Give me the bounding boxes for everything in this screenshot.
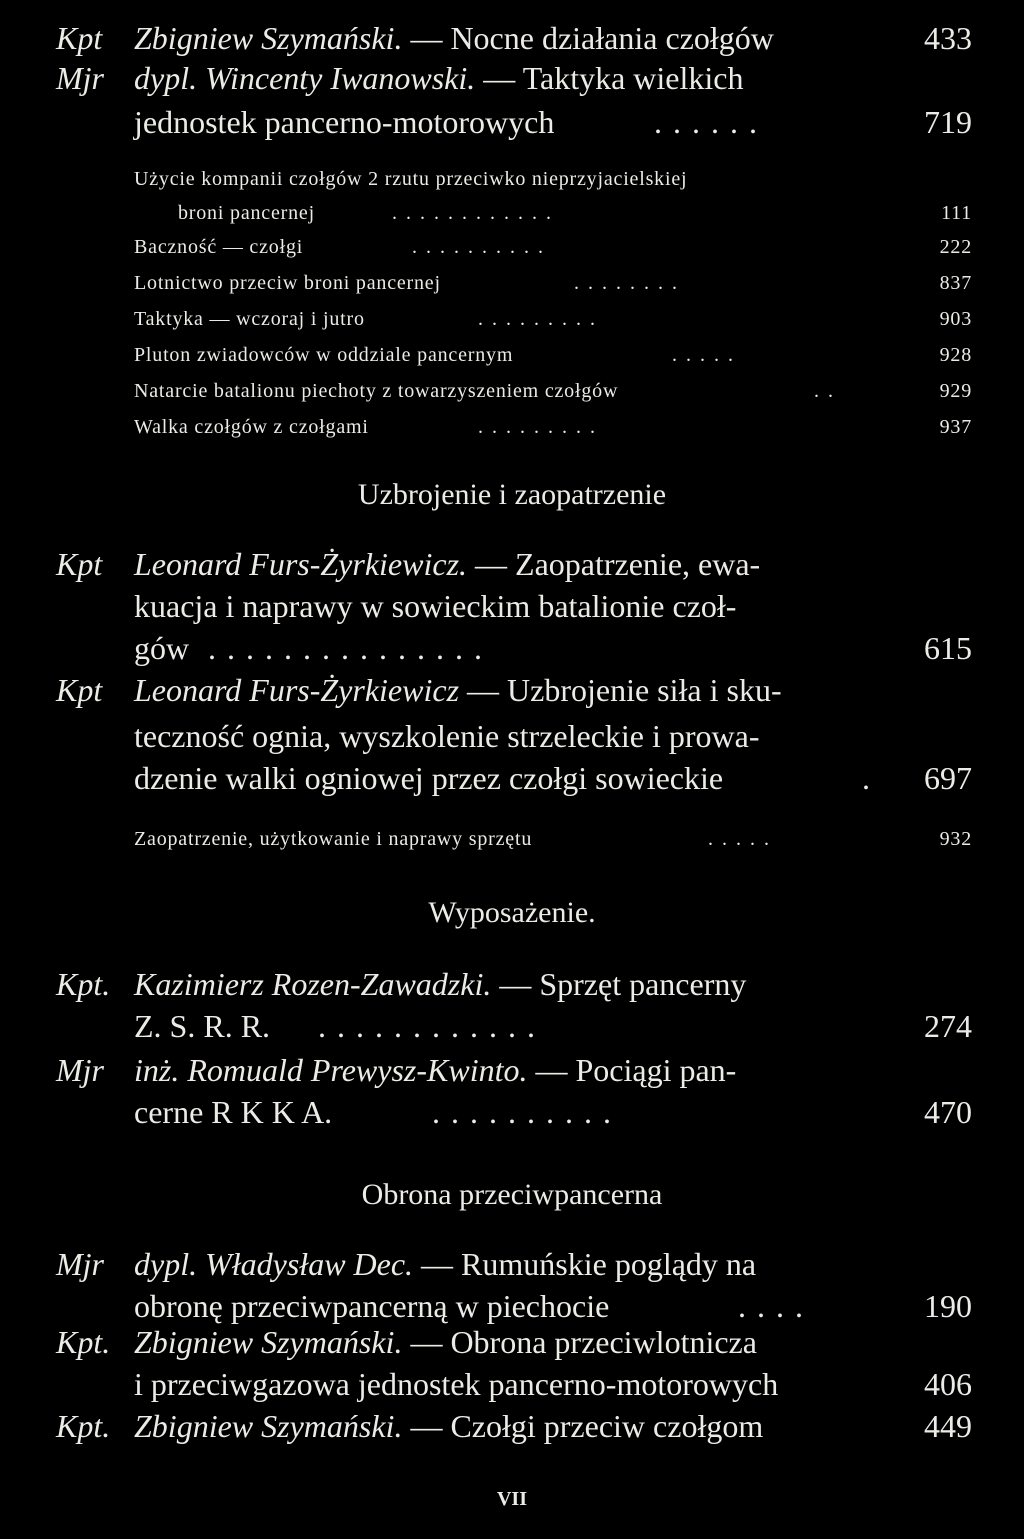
title: Natarcie batalionu piechoty z towarzyszeniem czołgów [134, 380, 619, 402]
title-cont: broni pancernej [178, 202, 315, 224]
leader-dots: ............ [392, 202, 560, 224]
toc-entry-cont [0, 760, 1024, 800]
page-number: 929 [939, 380, 972, 402]
page-number: 837 [939, 272, 972, 294]
toc-entry-cont [0, 588, 1024, 628]
leader-dots: ...... [654, 104, 768, 140]
toc-entry [0, 60, 1024, 100]
section-heading: Obrona przeciwpancerna [361, 1178, 663, 1211]
title: — Zaopatrzenie, ewa- [475, 546, 761, 582]
title-cont: i przeciwgazowa jednostek pancerno-motorowych [134, 1366, 779, 1402]
leader-dots: ........ [574, 272, 686, 294]
leader-dots: ......... [478, 416, 604, 438]
toc-entry [0, 966, 1024, 1006]
leader-dots: ............ [318, 1008, 546, 1044]
page-number: 111 [941, 202, 972, 224]
leader-dots: . [862, 760, 881, 796]
section-heading: Uzbrojenie i zaopatrzenie [357, 478, 667, 511]
page-number: 433 [924, 20, 972, 56]
rank: Mjr [56, 60, 104, 96]
author: inż. Romuald Prewysz-Kwinto. [134, 1052, 528, 1088]
page-number: 697 [924, 760, 972, 796]
author: dypl. Wincenty Iwanowski. [134, 60, 476, 96]
leader-dots: ............... [208, 630, 493, 666]
author: Zbigniew Szymański. [134, 1408, 403, 1444]
page-number: 928 [939, 344, 972, 366]
rank: Kpt [56, 672, 103, 708]
title: — Sprzęt pancerny [499, 966, 747, 1002]
title-cont: obronę przeciwpancerną w piechocie [134, 1288, 610, 1324]
leader-dots: .... [738, 1288, 814, 1324]
leader-dots: .. [814, 380, 842, 402]
entry-text [134, 1324, 757, 1361]
leader-dots: ..... [672, 344, 742, 366]
title: — Pociągi pan- [535, 1052, 737, 1088]
toc-entry-cont [0, 1366, 1024, 1406]
leader-dots: .......... [432, 1094, 622, 1130]
entry-text [134, 546, 760, 583]
leader-dots: .......... [412, 236, 552, 258]
toc-entry-cont [0, 630, 1024, 670]
title-cont: teczność ognia, wyszkolenie strzeleckie i prowa- [134, 718, 760, 754]
title: Lotnictwo przeciw broni pancernej [134, 272, 441, 294]
author: dypl. Władysław Dec. [134, 1246, 414, 1282]
toc-entry [0, 1052, 1024, 1092]
title: — Rumuńskie poglądy na [421, 1246, 757, 1282]
toc-entry [0, 672, 1024, 712]
page-number: 903 [939, 308, 972, 330]
section-heading: Wyposażenie. [428, 896, 596, 929]
entry-text [134, 1052, 736, 1089]
entry-text [134, 672, 782, 709]
page-number: 274 [924, 1008, 972, 1044]
toc-entry [0, 1408, 1024, 1448]
entry-text [134, 20, 774, 57]
title-cont: dzenie walki ogniowej przez czołgi sowieckie [134, 760, 724, 796]
rank: Kpt. [56, 966, 111, 1002]
title-cont: gów [134, 630, 190, 666]
rank: Kpt [56, 546, 103, 582]
author: Kazimierz Rozen-Zawadzki. [134, 966, 492, 1002]
toc-entry-cont [0, 718, 1024, 758]
title: — Nocne działania czołgów [410, 20, 774, 56]
title-cont: kuacja i naprawy w sowieckim batalionie czoł- [134, 588, 737, 624]
page-footer-number: VII [496, 1488, 527, 1510]
page-number: 470 [924, 1094, 972, 1130]
page-number: 937 [939, 416, 972, 438]
author: Zbigniew Szymański. [134, 1324, 403, 1360]
title: Użycie kompanii czołgów 2 rzutu przeciwko nieprzyjacielskiej [134, 168, 688, 190]
toc-entry [0, 20, 1024, 60]
rank: Mjr [56, 1052, 104, 1088]
entry-text [134, 60, 743, 97]
author: Leonard Furs-Żyrkiewicz. [134, 546, 468, 582]
entry-text [134, 1246, 756, 1283]
title: Taktyka — wczoraj i jutro [134, 308, 365, 330]
toc-entry-cont [0, 104, 1024, 144]
title: Pluton zwiadowców w oddziale pancernym [134, 344, 514, 366]
author: Leonard Furs-Żyrkiewicz [134, 672, 460, 708]
page-number: 932 [939, 828, 972, 850]
author: Zbigniew Szymański. [134, 20, 403, 56]
rank: Kpt [56, 20, 103, 56]
toc-entry [0, 546, 1024, 586]
page-number: 406 [924, 1366, 972, 1402]
rank: Mjr [56, 1246, 104, 1282]
toc-entry-cont [0, 1288, 1024, 1328]
title-cont: cerne R K K A. [134, 1094, 333, 1130]
leader-dots: ..... [708, 828, 778, 850]
toc-entry-cont [0, 1008, 1024, 1048]
page-number: 615 [924, 630, 972, 666]
title: Walka czołgów z czołgami [134, 416, 369, 438]
title: — Czołgi przeciw czołgom [410, 1408, 764, 1444]
title-cont: jednostek pancerno-motorowych [134, 104, 555, 140]
page-number: 190 [924, 1288, 972, 1324]
rank: Kpt. [56, 1408, 111, 1444]
toc-entry [0, 1324, 1024, 1364]
title: — Taktyka wielkich [483, 60, 744, 96]
toc-entry-cont [0, 1094, 1024, 1134]
title: — Obrona przeciwlotnicza [410, 1324, 757, 1360]
title-cont: Z. S. R. R. [134, 1008, 271, 1044]
page-number: 449 [924, 1408, 972, 1444]
leader-dots: ......... [478, 308, 604, 330]
rank: Kpt. [56, 1324, 111, 1360]
title: Zaopatrzenie, użytkowanie i naprawy sprzętu [134, 828, 533, 850]
entry-text [134, 1408, 763, 1445]
page-number: 719 [924, 104, 972, 140]
entry-text [134, 966, 746, 1003]
page-number: 222 [939, 236, 972, 258]
title: Baczność — czołgi [134, 236, 304, 258]
toc-entry [0, 1246, 1024, 1286]
title: — Uzbrojenie siła i sku- [467, 672, 782, 708]
